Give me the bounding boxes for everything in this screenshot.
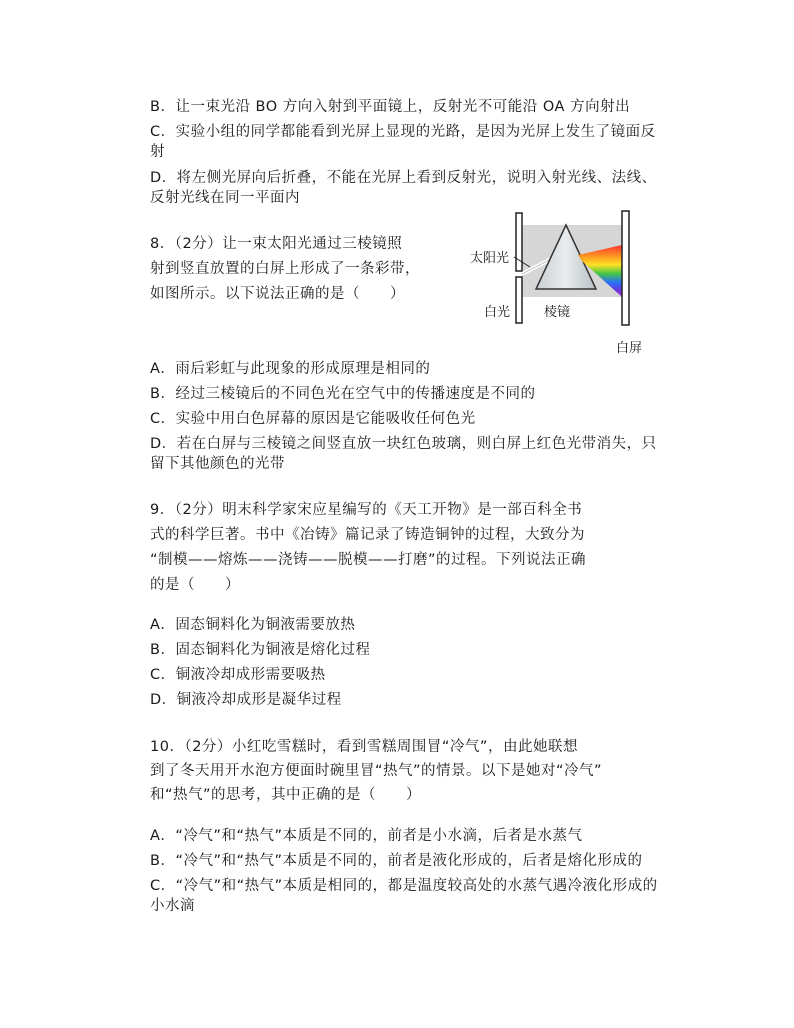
q9-stem-line3: “制模——熔炼——浇铸——脱模——打磨”的过程。下列说法正确 (150, 552, 587, 568)
q10-stem-line1: 10．（2分）小红吃雪糕时，看到雪糕周围冒“冷气”，由此她联想 (150, 739, 578, 755)
q10-option-a: A．“冷气”和“热气”本质是不同的，前者是小水滴，后者是水蒸气 (150, 828, 583, 844)
q9-stem-line4: 的是（ ） (150, 577, 240, 593)
slit-plate-top (516, 213, 522, 271)
figure-label-screen: 白屏 (616, 341, 643, 356)
q7-option-c-line2: 射 (150, 144, 165, 160)
white-screen (622, 211, 629, 325)
q8-option-c: C．实验中用白色屏幕的原因是它能吸收任何色光 (150, 411, 476, 427)
q8-stem-line1: 8．（2分）让一束太阳光通过三棱镜照 (150, 236, 403, 252)
q8-option-a: A．雨后彩虹与此现象的形成原理是相同的 (150, 361, 431, 377)
q9-option-b: B．固态铜料化为铜液是熔化过程 (150, 642, 371, 658)
q10-stem-line3: 和“热气”的思考，其中正确的是（ ） (150, 787, 422, 803)
q10-stem-line2: 到了冬天用开水泡方便面时碗里冒“热气”的情景。以下是她对“冷气” (150, 763, 603, 779)
q7-option-c-line1: C．实验小组的同学都能看到光屏上显现的光路，是因为光屏上发生了镜面反 (150, 124, 656, 140)
q9-option-c: C．铜液冷却成形需要吸热 (150, 667, 326, 683)
q7-option-b: B．让一束光沿 BO 方向入射到平面镜上，反射光不可能沿 OA 方向射出 (150, 99, 631, 115)
figure-label-sunlight: 太阳光 (470, 251, 510, 266)
q10-option-c-line2: 小水滴 (150, 898, 195, 914)
q8-stem-line3: 如图所示。以下说法正确的是（ ） (150, 286, 405, 302)
q8-stem-line2: 射到竖直放置的白屏上形成了一条彩带， (150, 261, 420, 277)
figure-label-white-light: 白光 (484, 305, 511, 320)
prism-figure (470, 205, 670, 365)
q9-stem-line1: 9．（2分）明末科学家宋应星编写的《天工开物》是一部百科全书 (150, 502, 583, 518)
q10-option-b: B．“冷气”和“热气”本质是不同的，前者是液化形成的，后者是熔化形成的 (150, 853, 643, 869)
q9-option-d: D．铜液冷却成形是凝华过程 (150, 692, 342, 708)
q8-option-d-line2: 留下其他颜色的光带 (150, 456, 285, 472)
q7-option-d-line1: D．将左侧光屏向后折叠，不能在光屏上看到反射光，说明入射光线、法线、 (150, 170, 657, 186)
figure-label-prism: 棱镜 (544, 305, 571, 320)
slit-plate-bottom (516, 277, 522, 323)
q7-option-d-line2: 反射光线在同一平面内 (150, 190, 300, 206)
q9-stem-line2: 式的科学巨著。书中《冶铸》篇记录了铸造铜钟的过程，大致分为 (150, 527, 585, 543)
q8-option-d-line1: D．若在白屏与三棱镜之间竖直放一块红色玻璃，则白屏上红色光带消失，只 (150, 436, 657, 452)
q10-option-c-line1: C．“冷气”和“热气”本质是相同的，都是温度较高处的水蒸气遇冷液化形成的 (150, 878, 658, 894)
q8-option-b: B．经过三棱镜后的不同色光在空气中的传播速度是不同的 (150, 386, 536, 402)
q9-option-a: A．固态铜料化为铜液需要放热 (150, 617, 356, 633)
